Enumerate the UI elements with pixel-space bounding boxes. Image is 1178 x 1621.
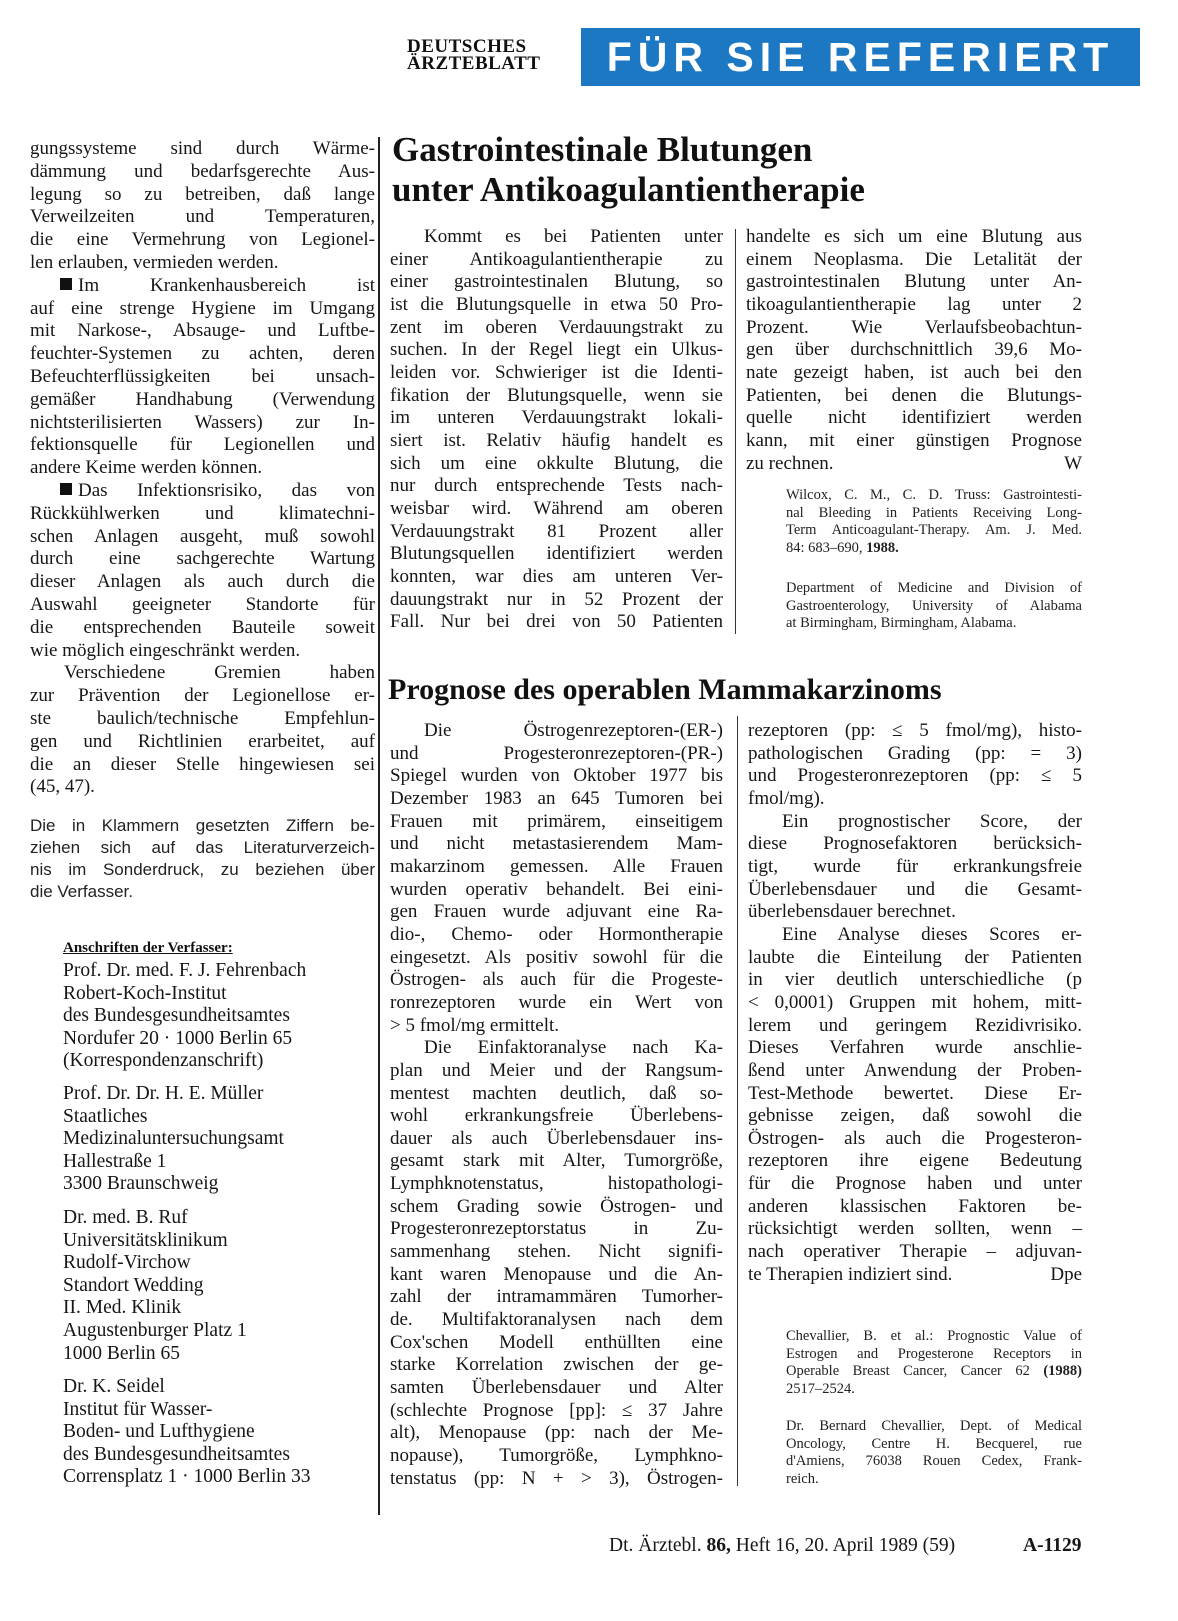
text-line: Prozent. Wie Verlaufsbeobachtun- — [746, 316, 1082, 338]
text-line: dauungstrakt nur in 52 Prozent der — [390, 588, 723, 610]
text-line: Dezember 1983 an 645 Tumoren bei — [390, 787, 723, 809]
address-line: II. Med. Klinik — [63, 1297, 182, 1319]
text-line: rezeptoren (pp: ≤ 5 fmol/mg), histo- — [748, 720, 1082, 741]
address-line: Corrensplatz 1 · 1000 Berlin 33 — [63, 1466, 311, 1488]
volume-number: 86, — [706, 1535, 731, 1556]
text-line: wie möglich eingeschränkt werden. — [30, 639, 301, 661]
text-line: samten Überlebensdauer und Alter — [390, 1377, 723, 1399]
article-column — [748, 720, 1082, 1286]
text-line: zahl der intramammären Tumorher- — [390, 1286, 723, 1308]
paragraph — [30, 662, 375, 799]
text-line: und Progesteronrezeptoren (pp: ≤ 5 — [748, 765, 1082, 787]
address-line: Universitätsklinikum — [63, 1229, 228, 1251]
address-line: Medizinaluntersuchungsamt — [63, 1128, 284, 1150]
bullet-paragraph — [30, 480, 375, 662]
address-line: Robert-Koch-Institut — [63, 982, 227, 1004]
text-line: die eine Vermehrung von Legionel- — [30, 229, 375, 251]
text-line: Fall. Nur bei drei von 50 Patienten — [390, 611, 723, 633]
affiliation-line: Oncology, Centre H. Becquerel, rue — [786, 1435, 1082, 1452]
text-line: sich um eine okkulte Blutung, die — [390, 452, 723, 474]
text-line: Eine Analyse dieses Scores er- — [782, 923, 1082, 945]
text-line: len erlauben, vermieden werden. — [30, 251, 279, 273]
left-column-text — [30, 138, 375, 799]
address-line: (Korrespondenzanschrift) — [63, 1050, 264, 1072]
text-line: nur durch entsprechende Tests nach- — [390, 475, 723, 497]
text-line: und nicht metastasierendem Mam- — [390, 833, 723, 855]
text-line: schem Grading sowie Östrogen- und — [390, 1195, 723, 1217]
text-line: auf eine strenge Hygiene im Umgang — [30, 297, 375, 319]
text-line: Die Einfaktoranalyse nach Ka- — [424, 1037, 723, 1059]
article-column — [390, 720, 723, 1490]
text-line: fmol/mg). — [748, 787, 825, 809]
text-line: (schlechte Prognose [pp]: ≤ 37 Jahre — [390, 1399, 723, 1421]
text-line: rezeptoren ihre eigene Bedeutung — [748, 1150, 1082, 1172]
article-headline — [392, 130, 865, 210]
author-address — [63, 1083, 383, 1196]
text-line: durch eine sachgerechte Wartung — [30, 548, 375, 570]
headline-line: Gastrointestinale Blutungen — [392, 130, 813, 169]
section-title: FÜR SIE REFERIERT — [606, 34, 1115, 80]
text-line: nach operativer Therapie – adjuvan- — [748, 1241, 1082, 1263]
addresses-heading: Anschriften der Verfasser: — [63, 940, 233, 956]
text-line: dieser Anlagen als auch durch die — [30, 571, 375, 593]
text-line: Verweilzeiten und Temperaturen, — [30, 206, 375, 228]
text-line: suchen. In der Regel liegt ein Ulkus- — [390, 339, 723, 361]
text-line: Die in Klammern gesetzten Ziffern be- — [30, 816, 375, 835]
text-line: die an dieser Stelle hingewiesen sei — [30, 753, 375, 775]
text-line: ste baulich/technische Empfehlun- — [30, 707, 375, 729]
text-line: Lymphknotenstatus, histopathologi- — [390, 1173, 723, 1195]
text-line: Test-Methode bewertet. Diese Er- — [748, 1082, 1082, 1104]
reference-year: 1988. — [866, 539, 899, 556]
text-line: ßend unter Anwendung der Proben- — [748, 1059, 1082, 1081]
reference-year: (1988) — [1043, 1363, 1082, 1379]
text-line: nichtsterilisierten Wassers) zur In- — [30, 411, 375, 433]
address-line: Dr. med. B. Ruf — [63, 1207, 188, 1228]
address-line: Institut für Wasser- — [63, 1398, 213, 1420]
text-line: mit Narkose-, Absauge- und Luftbe- — [30, 320, 375, 342]
text-line: kann, mit einer günstigen Prognose — [746, 429, 1082, 451]
author-signature: Dpe — [1050, 1263, 1082, 1285]
text-line: Cox'schen Modell enthüllten eine — [390, 1331, 723, 1353]
text-line: laubte die Einteilung der Patienten — [748, 946, 1082, 968]
affiliation — [786, 1418, 1082, 1488]
address-line: Prof. Dr. med. F. J. Fehrenbach — [63, 960, 307, 981]
text-line: rücksichtigt werden sollten, wenn – — [748, 1218, 1082, 1240]
text-line: Verschiedene Gremien haben — [64, 662, 375, 684]
text-line: Rückkühlwerken und klimatechni- — [30, 502, 375, 524]
continued-paragraph — [30, 138, 375, 275]
square-bullet-icon — [60, 278, 72, 290]
text-line: Patienten, bei denen die Blutungs- — [746, 384, 1082, 406]
text-line: dio-, Chemo- oder Hormontherapie — [390, 923, 723, 945]
text-line: Die Östrogenrezeptoren-(ER-) — [424, 720, 723, 741]
text-line: weisbar wird. Während am oberen — [390, 497, 723, 519]
text-line: siert ist. Relativ häufig handelt es — [390, 429, 723, 451]
address-line: Boden- und Lufthygiene — [63, 1421, 255, 1443]
text-line: gastrointestinalen Blutung unter An- — [746, 271, 1082, 293]
issue-date: Heft 16, 20. April 1989 (59) — [735, 1535, 956, 1556]
text-line: ronrezeptoren wurde ein Wert von — [390, 991, 723, 1013]
footnote — [30, 815, 375, 903]
text-line: dauer als auch Überlebensdauer ins- — [390, 1127, 723, 1149]
text-line: Verdauungstrakt 81 Prozent aller — [390, 520, 723, 542]
footer-citation — [609, 1535, 955, 1557]
text-line: plan und Meier und der Rangsum- — [390, 1059, 723, 1081]
article-headline: Prognose des operablen Mammakarzinoms — [388, 673, 942, 706]
text-line: gungssysteme sind durch Wärme- — [30, 138, 375, 159]
headline-line: unter Antikoagulantientherapie — [392, 170, 865, 209]
text-line: andere Keime werden können. — [30, 457, 263, 479]
text-line: zur Prävention der Legionellose er- — [30, 685, 375, 707]
text-line: diese Prognosefaktoren berücksich- — [748, 833, 1082, 855]
text-line: tenstatus (pp: N + > 3), Östrogen- — [390, 1467, 723, 1489]
text-line: anderen klassischen Faktoren be- — [748, 1195, 1082, 1217]
address-line: 1000 Berlin 65 — [63, 1342, 180, 1364]
text-line: Kommt es bei Patienten unter — [424, 226, 723, 247]
text-line: te Therapien indiziert sind. — [748, 1263, 953, 1285]
text-line: nopause), Tumorgröße, Lymphkno- — [390, 1445, 723, 1466]
affiliation-line: d'Amiens, 76038 Rouen Cedex, Frank- — [786, 1453, 1082, 1469]
text-line: < 0,0001) Gruppen mit hohem, mitt- — [748, 991, 1082, 1013]
text-line: Östrogen- als auch für die Progeste- — [390, 969, 723, 991]
text-line: im unteren Verdauungstrakt lokali- — [390, 407, 723, 429]
text-line: die Verfasser. — [30, 882, 134, 901]
text-line: Befeuchterflüssigkeiten bei unsach- — [30, 365, 375, 387]
bullet-paragraph — [30, 275, 375, 480]
column-divider — [378, 137, 380, 1515]
text-line: Frauen mit primärem, einseitigem — [390, 810, 723, 832]
reference-line: 84: 683–690, — [786, 539, 863, 556]
text-line: makarzinom gemessen. Alle Frauen — [390, 855, 723, 877]
address-line: Hallestraße 1 — [63, 1150, 167, 1172]
text-line: dämmung und bedarfsgerechte Aus- — [30, 160, 375, 182]
affiliation-line: Department of Medicine and Division of — [786, 580, 1082, 596]
text-line: wurden operativ behandelt. Bei eini- — [390, 878, 723, 900]
address-line: des Bundesgesundheitsamtes — [63, 1005, 290, 1027]
text-line: schen Anlagen ausgeht, muß sowohl — [30, 525, 375, 547]
text-line: Überlebensdauer und die Gesamt- — [748, 878, 1082, 900]
text-line: Progesteronrezeptorstatus in Zu- — [390, 1218, 723, 1240]
affiliation-line: reich. — [786, 1470, 819, 1487]
text-line: (45, 47). — [30, 776, 95, 798]
text-line: feuchter-Systemen zu achten, deren — [30, 343, 375, 365]
square-bullet-icon — [60, 483, 72, 495]
text-line: > 5 fmol/mg ermittelt. — [390, 1014, 560, 1036]
address-line: des Bundesgesundheitsamtes — [63, 1443, 290, 1465]
text-line: in vier deutlich unterschiedliche (p — [748, 969, 1082, 991]
affiliation-line: Dr. Bernard Chevallier, Dept. of Medical — [786, 1418, 1082, 1434]
reference-line: 2517–2524. — [786, 1380, 855, 1397]
text-line: pathologischen Grading (pp: = 3) — [748, 742, 1082, 764]
text-line: zent im oberen Verdauungstrakt zu — [390, 316, 723, 338]
text-line: fikation der Blutungsquelle, wenn sie — [390, 384, 723, 406]
text-line: Ein prognostischer Score, der — [782, 810, 1082, 832]
text-line: gesamt stark mit Alter, Tumorgröße, — [390, 1150, 723, 1172]
text-line: fektionsquelle für Legionellen und — [30, 434, 375, 456]
text-line: zu rechnen. — [746, 452, 834, 474]
text-line: lerem und geringem Rezidivrisiko. — [748, 1014, 1082, 1036]
text-line: starke Korrelation zwischen der ge- — [390, 1354, 723, 1376]
author-signature: W — [1064, 452, 1082, 474]
text-line: mentest machten deutlich, daß so- — [390, 1082, 723, 1104]
text-line: gen Frauen wurde adjuvant eine Ra- — [390, 901, 723, 923]
text-line: für die Prognose haben und unter — [748, 1173, 1082, 1195]
author-address — [63, 1376, 383, 1489]
text-line: einer gastrointestinalen Blutung, so — [390, 271, 723, 293]
reference — [786, 487, 1082, 557]
text-line: gebnisse zeigen, daß sowohl die — [748, 1105, 1082, 1127]
text-line: Im Krankenhausbereich ist — [78, 274, 375, 296]
address-line: 3300 Braunschweig — [63, 1173, 219, 1195]
journal-name: Dt. Ärztebl. — [609, 1535, 702, 1556]
column-divider — [735, 229, 736, 634]
text-line: handelte es sich um eine Blutung aus — [746, 226, 1082, 247]
text-line: nis im Sonderdruck, zu beziehen über — [30, 860, 375, 879]
text-line: einer Antikoagulantientherapie zu — [390, 248, 723, 270]
text-line: alt), Menopause (pp: nach der Me- — [390, 1422, 723, 1444]
brand-line: DEUTSCHES — [407, 36, 527, 57]
column-divider — [737, 716, 738, 1486]
text-line: die entsprechenden Bauteile soweit — [30, 616, 375, 638]
text-line: einem Neoplasma. Die Letalität der — [746, 248, 1082, 270]
address-line: Rudolf-Virchow — [63, 1252, 191, 1274]
text-line: kant waren Menopause und die An- — [390, 1263, 723, 1285]
text-line: überlebensdauer berechnet. — [748, 901, 956, 923]
affiliation — [786, 580, 1082, 633]
text-line: Blutungsquellen identifiziert werden — [390, 543, 723, 565]
author-address — [63, 1207, 383, 1365]
text-line: eingesetzt. Als positiv sowohl für die — [390, 946, 723, 968]
text-line: Spiegel wurden von Oktober 1977 bis — [390, 765, 723, 787]
page-number: A-1129 — [1023, 1535, 1082, 1556]
text-line: und Progesteronrezeptoren-(PR-) — [390, 742, 723, 764]
address-line: Nordufer 20 · 1000 Berlin 65 — [63, 1027, 293, 1049]
reference-line: Chevallier, B. et al.: Prognostic Value of — [786, 1328, 1082, 1344]
affiliation-line: Gastroenterology, University of Alabama — [786, 597, 1082, 614]
text-line: ziehen sich auf das Literaturverzeich- — [30, 838, 375, 857]
reference-line: Estrogen and Progesterone Receptors in — [786, 1345, 1082, 1362]
reference-line: Wilcox, C. M., C. D. Truss: Gastrointesti- — [786, 487, 1082, 503]
text-line: de. Multifaktoranalysen nach dem — [390, 1309, 723, 1331]
text-line: Östrogen- als auch die Progesteron- — [748, 1127, 1082, 1149]
reference — [786, 1328, 1082, 1398]
reference-line: Operable Breast Cancer, Cancer 62 — [786, 1363, 1030, 1379]
address-line: Prof. Dr. Dr. H. E. Müller — [63, 1083, 264, 1104]
affiliation-line: at Birmingham, Birmingham, Alabama. — [786, 615, 1017, 631]
article-column — [746, 226, 1082, 475]
text-line: gen über durchschnittlich 39,6 Mo- — [746, 339, 1082, 361]
reference-line: Term Anticoagulant-Therapy. Am. J. Med. — [786, 522, 1082, 538]
text-line: nate gezeigt haben, ist auch bei den — [746, 361, 1082, 383]
text-line: Dieses Verfahren wurde anschlie- — [748, 1037, 1082, 1059]
text-line: tigt, wurde für erkrankungsfreie — [748, 855, 1082, 877]
address-line: Dr. K. Seidel — [63, 1376, 165, 1397]
text-line: sammenhang stehen. Nicht signifi- — [390, 1241, 723, 1263]
text-line: konnten, war dies am unteren Ver- — [390, 565, 723, 587]
text-line: gemäßer Handhabung (Verwendung — [30, 388, 375, 410]
text-line: ist die Blutungsquelle in etwa 50 Pro- — [390, 293, 723, 315]
text-line: tikoagulantientherapie lag unter 2 — [746, 293, 1082, 315]
text-line: Auswahl geeigneter Standorte für — [30, 593, 375, 615]
article-column — [390, 226, 723, 634]
masthead-brand — [407, 38, 575, 72]
address-line: Standort Wedding — [63, 1274, 204, 1296]
text-line: gen und Richtlinien erarbeitet, auf — [30, 730, 375, 752]
brand-line: ÄRZTEBLATT — [407, 53, 541, 74]
text-line: Das Infektionsrisiko, das von — [78, 479, 375, 501]
address-line: Augustenburger Platz 1 — [63, 1319, 247, 1341]
author-address — [63, 960, 383, 1073]
text-line: leiden vor. Schwieriger ist die Identi- — [390, 361, 723, 383]
address-line: Staatliches — [63, 1105, 148, 1127]
text-line: legung so zu betreiben, daß lange — [30, 183, 375, 205]
text-line: wohl erkrankungsfreie Überlebens- — [390, 1105, 723, 1127]
text-line: quelle nicht identifiziert werden — [746, 407, 1082, 429]
reference-line: nal Bleeding in Patients Receiving Long- — [786, 504, 1082, 521]
